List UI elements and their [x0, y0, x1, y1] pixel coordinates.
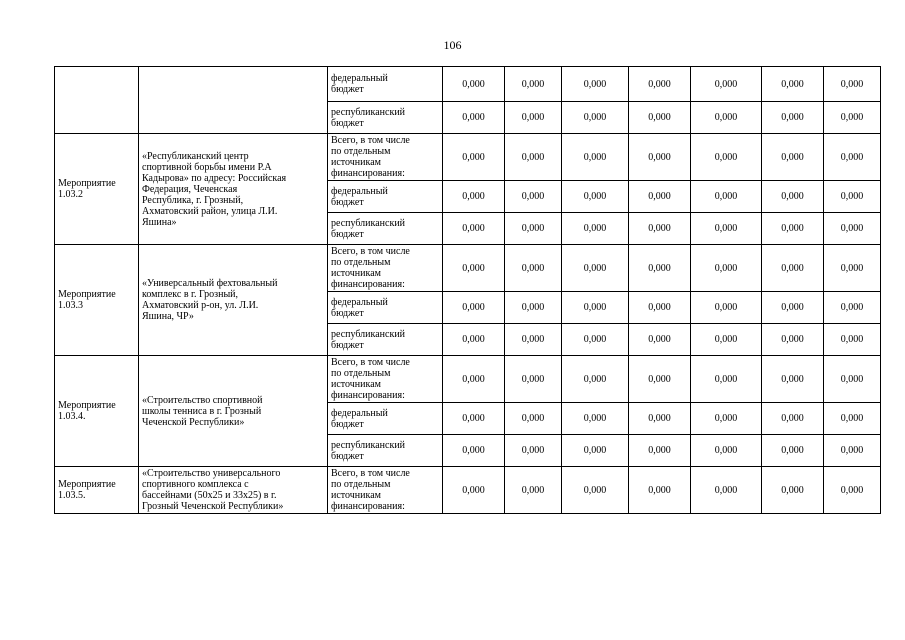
value-cell: 0,000 — [443, 245, 505, 292]
value-cell: 0,000 — [762, 134, 824, 181]
value-cell: 0,000 — [824, 292, 881, 324]
description-cell: «Универсальный фехтовальный комплекс в г. Грозный, Ахматовский р-он, ул. Л.И. Яшина, ЧР» — [139, 245, 328, 356]
value-cell: 0,000 — [629, 67, 691, 102]
value-cell: 0,000 — [762, 213, 824, 245]
page-number: 106 — [443, 38, 462, 52]
value-cell: 0,000 — [691, 324, 762, 356]
source-cell: республиканский бюджет — [328, 324, 443, 356]
value-cell: 0,000 — [443, 134, 505, 181]
value-cell: 0,000 — [443, 356, 505, 403]
value-cell: 0,000 — [562, 467, 629, 514]
table-row — [55, 467, 881, 514]
value-cell: 0,000 — [762, 467, 824, 514]
value-cell: 0,000 — [443, 467, 505, 514]
event-cell: Мероприятие 1.03.2 — [55, 134, 139, 245]
value-cell: 0,000 — [691, 134, 762, 181]
description-cell: «Республиканский центр спортивной борьбы имени Р.А Кадырова» по адресу: Российская Федерация, Чеченская Республика, г. Грозный, Ахматовский район, улица Л.И. Яшина» — [139, 134, 328, 245]
value-cell: 0,000 — [762, 292, 824, 324]
source-cell: республиканский бюджет — [328, 102, 443, 134]
value-cell: 0,000 — [443, 435, 505, 467]
value-cell: 0,000 — [562, 134, 629, 181]
value-cell: 0,000 — [505, 292, 562, 324]
value-cell: 0,000 — [629, 292, 691, 324]
source-cell: Всего, в том числе по отдельным источникам финансирования: — [328, 356, 443, 403]
value-cell: 0,000 — [691, 356, 762, 403]
source-cell: федеральный бюджет — [328, 67, 443, 102]
value-cell: 0,000 — [691, 435, 762, 467]
value-cell: 0,000 — [505, 356, 562, 403]
value-cell: 0,000 — [443, 324, 505, 356]
source-cell: Всего, в том числе по отдельным источникам финансирования: — [328, 245, 443, 292]
value-cell: 0,000 — [824, 403, 881, 435]
value-cell: 0,000 — [629, 403, 691, 435]
event-cell: Мероприятие 1.03.4. — [55, 356, 139, 467]
value-cell: 0,000 — [824, 134, 881, 181]
value-cell: 0,000 — [824, 181, 881, 213]
source-cell: Всего, в том числе по отдельным источникам финансирования: — [328, 134, 443, 181]
value-cell: 0,000 — [762, 181, 824, 213]
value-cell: 0,000 — [824, 213, 881, 245]
source-cell: республиканский бюджет — [328, 435, 443, 467]
value-cell: 0,000 — [443, 403, 505, 435]
value-cell: 0,000 — [562, 435, 629, 467]
value-cell: 0,000 — [562, 324, 629, 356]
value-cell: 0,000 — [824, 102, 881, 134]
value-cell: 0,000 — [762, 435, 824, 467]
value-cell: 0,000 — [762, 324, 824, 356]
description-cell: «Строительство спортивной школы тенниса в г. Грозный Чеченской Республики» — [139, 356, 328, 467]
value-cell: 0,000 — [629, 324, 691, 356]
value-cell: 0,000 — [691, 403, 762, 435]
value-cell: 0,000 — [691, 102, 762, 134]
table-row — [55, 245, 881, 292]
table-row — [55, 67, 881, 102]
value-cell: 0,000 — [691, 213, 762, 245]
value-cell: 0,000 — [505, 324, 562, 356]
value-cell: 0,000 — [562, 245, 629, 292]
value-cell: 0,000 — [629, 213, 691, 245]
financing-table — [54, 66, 881, 514]
value-cell: 0,000 — [629, 181, 691, 213]
value-cell: 0,000 — [762, 67, 824, 102]
value-cell: 0,000 — [562, 292, 629, 324]
value-cell: 0,000 — [824, 67, 881, 102]
description-cell: «Строительство универсального спортивного комплекса с бассейнами (50x25 и 33x25) в г. Грозный Чеченской Республики» — [139, 467, 328, 514]
description-cell — [139, 67, 328, 134]
table-row — [55, 356, 881, 403]
value-cell: 0,000 — [562, 403, 629, 435]
value-cell: 0,000 — [824, 324, 881, 356]
event-cell: Мероприятие 1.03.5. — [55, 467, 139, 514]
value-cell: 0,000 — [443, 181, 505, 213]
value-cell: 0,000 — [562, 181, 629, 213]
value-cell: 0,000 — [505, 435, 562, 467]
source-cell: республиканский бюджет — [328, 213, 443, 245]
value-cell: 0,000 — [443, 213, 505, 245]
value-cell: 0,000 — [629, 134, 691, 181]
value-cell: 0,000 — [762, 356, 824, 403]
value-cell: 0,000 — [443, 292, 505, 324]
value-cell: 0,000 — [562, 67, 629, 102]
value-cell: 0,000 — [443, 67, 505, 102]
value-cell: 0,000 — [762, 245, 824, 292]
value-cell: 0,000 — [824, 245, 881, 292]
value-cell: 0,000 — [691, 245, 762, 292]
value-cell: 0,000 — [691, 181, 762, 213]
value-cell: 0,000 — [505, 67, 562, 102]
value-cell: 0,000 — [505, 245, 562, 292]
event-cell: Мероприятие 1.03.3 — [55, 245, 139, 356]
source-cell: федеральный бюджет — [328, 292, 443, 324]
value-cell: 0,000 — [505, 102, 562, 134]
source-cell: федеральный бюджет — [328, 403, 443, 435]
value-cell: 0,000 — [505, 467, 562, 514]
source-cell: федеральный бюджет — [328, 181, 443, 213]
value-cell: 0,000 — [505, 213, 562, 245]
value-cell: 0,000 — [691, 292, 762, 324]
source-cell: Всего, в том числе по отдельным источникам финансирования: — [328, 467, 443, 514]
value-cell: 0,000 — [762, 403, 824, 435]
value-cell: 0,000 — [505, 181, 562, 213]
value-cell: 0,000 — [629, 102, 691, 134]
value-cell: 0,000 — [629, 467, 691, 514]
event-cell — [55, 67, 139, 134]
value-cell: 0,000 — [824, 467, 881, 514]
value-cell: 0,000 — [505, 134, 562, 181]
value-cell: 0,000 — [691, 67, 762, 102]
value-cell: 0,000 — [824, 356, 881, 403]
value-cell: 0,000 — [824, 435, 881, 467]
value-cell: 0,000 — [443, 102, 505, 134]
value-cell: 0,000 — [562, 213, 629, 245]
value-cell: 0,000 — [762, 102, 824, 134]
value-cell: 0,000 — [562, 356, 629, 403]
value-cell: 0,000 — [629, 435, 691, 467]
value-cell: 0,000 — [629, 245, 691, 292]
value-cell: 0,000 — [691, 467, 762, 514]
table-row — [55, 134, 881, 181]
value-cell: 0,000 — [505, 403, 562, 435]
value-cell: 0,000 — [562, 102, 629, 134]
value-cell: 0,000 — [629, 356, 691, 403]
